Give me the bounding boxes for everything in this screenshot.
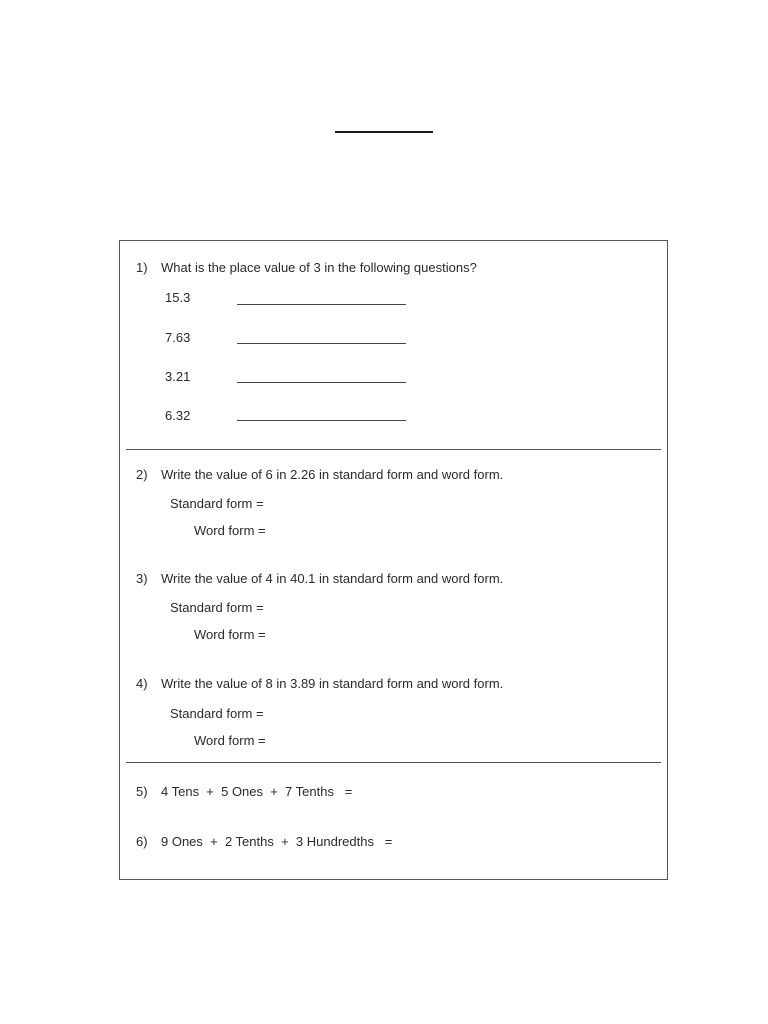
answer-blank-4[interactable] (237, 420, 406, 421)
question-2-number: 2) (136, 467, 148, 482)
answer-blank-3[interactable] (237, 382, 406, 383)
question-5-number: 5) (136, 784, 148, 799)
question-4-text: Write the value of 8 in 3.89 in standard form and word form. (161, 676, 504, 691)
question-1-item-2: 7.63 (165, 330, 191, 345)
question-2-standard-form-label: Standard form = (170, 496, 264, 511)
question-3-word-form-label: Word form = (194, 627, 266, 642)
section-divider-2 (126, 762, 661, 763)
question-1-item-4: 6.32 (165, 408, 191, 423)
question-1-item-3: 3.21 (165, 369, 191, 384)
question-1-number: 1) (136, 260, 148, 275)
question-6-text: 9 Ones + 2 Tenths + 3 Hundredths = (161, 834, 393, 849)
section-divider-1 (126, 449, 661, 450)
question-3-standard-form-label: Standard form = (170, 600, 264, 615)
question-2-word-form-label: Word form = (194, 523, 266, 538)
question-6-number: 6) (136, 834, 148, 849)
title-blank-line (335, 131, 433, 133)
question-4-number: 4) (136, 676, 148, 691)
question-2-text: Write the value of 6 in 2.26 in standard form and word form. (161, 467, 504, 482)
worksheet-box (119, 240, 668, 880)
question-3-text: Write the value of 4 in 40.1 in standard form and word form. (161, 571, 504, 586)
question-1-item-1: 15.3 (165, 290, 191, 305)
question-3-number: 3) (136, 571, 148, 586)
question-1-text: What is the place value of 3 in the following questions? (161, 260, 477, 275)
question-4-standard-form-label: Standard form = (170, 706, 264, 721)
answer-blank-2[interactable] (237, 343, 406, 344)
question-5-text: 4 Tens + 5 Ones + 7 Tenths = (161, 784, 353, 799)
answer-blank-1[interactable] (237, 304, 406, 305)
question-4-word-form-label: Word form = (194, 733, 266, 748)
